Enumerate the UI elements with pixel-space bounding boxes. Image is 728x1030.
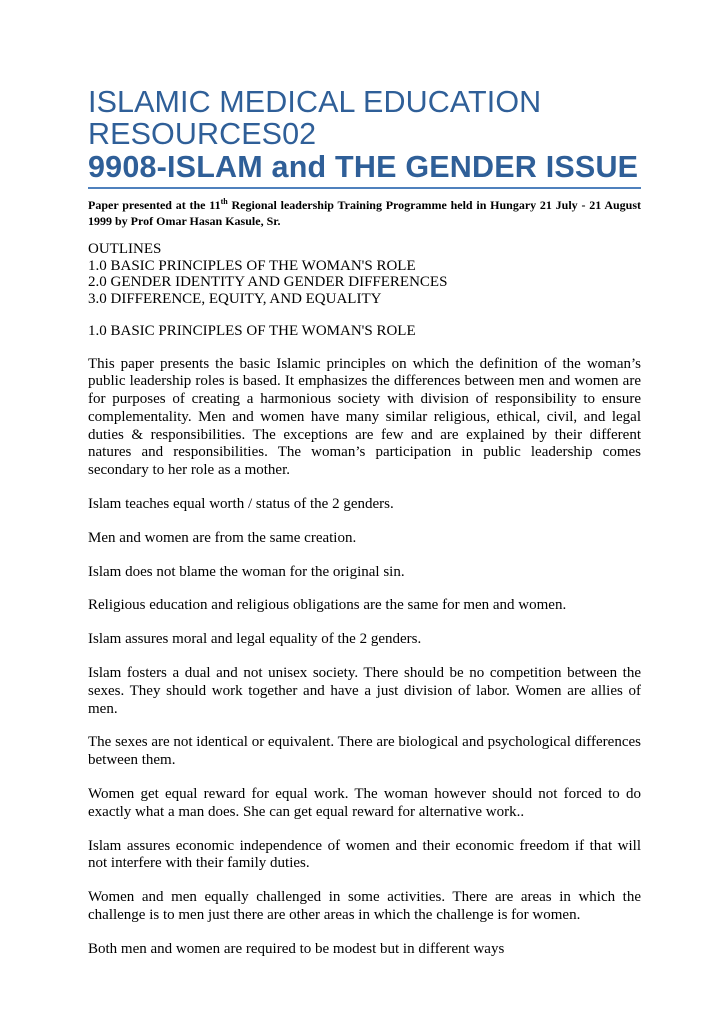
document-page — [88, 86, 641, 959]
title-underline-rule — [88, 187, 641, 189]
outlines-heading: OUTLINES — [88, 241, 162, 257]
paragraph: Women get equal reward for equal work. The woman however should not forced to do exactly what a man does. She can get equal reward for alternative work.. — [88, 786, 641, 820]
outline-item: 3.0 DIFFERENCE, EQUITY, AND EQUALITY — [88, 290, 382, 307]
byline — [88, 197, 641, 229]
paragraph: Religious education and religious obligations are the same for men and women. — [88, 597, 567, 614]
paragraph: Islam does not blame the woman for the original sin. — [88, 563, 405, 580]
section-heading: 1.0 BASIC PRINCIPLES OF THE WOMAN'S ROLE — [88, 323, 416, 339]
paragraph: The sexes are not identical or equivalent. There are biological and psychological differences between them. — [88, 734, 641, 769]
paragraph: Islam assures economic independence of women and their economic freedom if that will not interfere with their family duties. — [88, 837, 641, 872]
paragraph: Men and women are from the same creation. — [88, 529, 357, 546]
byline-superscript: th — [220, 197, 228, 206]
document-title-line-2: RESOURCES02 — [88, 117, 317, 151]
paragraph: Islam teaches equal worth / status of the 2 genders. — [88, 496, 394, 513]
paragraph: Islam assures moral and legal equality of the 2 genders. — [88, 631, 422, 648]
document-subtitle: 9908-ISLAM and THE GENDER ISSUE — [88, 150, 639, 184]
byline-suffix: Regional leadership Training Programme held in Hungary 21 July - 21 August 1999 by Prof Omar Hasan Kasule, Sr. — [88, 198, 641, 228]
document-title-line-1: ISLAMIC MEDICAL EDUCATION — [88, 85, 542, 119]
intro-paragraph: This paper presents the basic Islamic principles on which the definition of the woman’s public leadership roles is based. It emphasizes the differences between men and women are for purposes of creating a harmonious society with division of responsibility to ensure complementality. Men and women have many similar religious, ethical, civil, and legal duties & responsibilities. The exceptions are few and are explained by their different natures and responsibilities. The woman’s participation in public leadership comes secondary to her role as a mother. — [88, 355, 641, 479]
outline-item: 2.0 GENDER IDENTITY AND GENDER DIFFERENCES — [88, 274, 448, 290]
outline-item: 1.0 BASIC PRINCIPLES OF THE WOMAN'S ROLE — [88, 257, 416, 274]
paragraph: Both men and women are required to be modest but in different ways — [88, 940, 505, 957]
outlines-block — [88, 241, 641, 307]
byline-prefix: Paper presented at the 11 — [88, 198, 221, 212]
paragraph: Islam fosters a dual and not unisex society. There should be no competition between the sexes. They should work together and have a just division of labor. Women are allies of men. — [88, 665, 641, 717]
paragraph: Women and men equally challenged in some activities. There are areas in which the challenge is to men just there are other areas in which the challenge is for women. — [88, 889, 641, 924]
